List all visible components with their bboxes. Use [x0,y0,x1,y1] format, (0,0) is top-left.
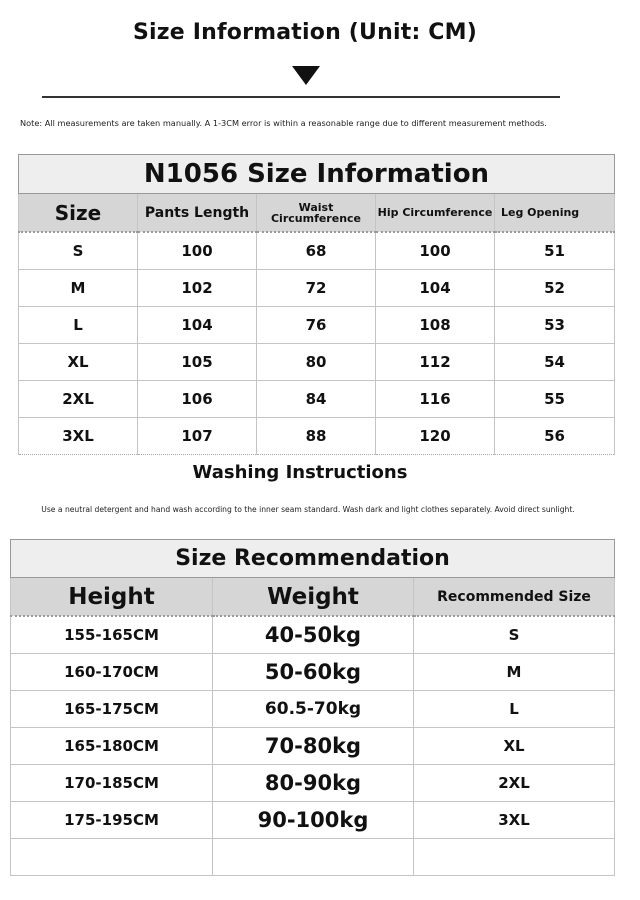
size-recommendation-table [10,539,615,876]
leg-opening-cell: 51 [495,232,615,270]
table-row [11,728,615,765]
size-cell: S [19,232,138,270]
leg-opening-cell: 53 [495,307,615,344]
leg-opening-cell: 54 [495,344,615,381]
empty-cell [414,839,615,876]
recommended-size-cell: XL [414,728,615,765]
column-header-leg-opening: Leg Opening [495,194,615,233]
waist-cell: 76 [257,307,376,344]
table-row [19,344,615,381]
size-table-header [19,194,615,233]
waist-cell: 88 [257,418,376,455]
recommended-size-cell: S [414,616,615,654]
weight-cell: 40-50kg [213,616,414,654]
recommended-size-cell: L [414,691,615,728]
column-header-weight: Weight [213,578,414,617]
table-row [11,654,615,691]
table-row [11,691,615,728]
column-header-waist-circumference [257,194,376,233]
weight-cell: 70-80kg [213,728,414,765]
leg-opening-cell: 52 [495,270,615,307]
height-cell: 170-185CM [11,765,213,802]
size-cell: 2XL [19,381,138,418]
empty-cell [11,839,213,876]
measurement-note: Note: All measurements are taken manually. A 1-3CM error is within a reasonable range due to different measurement methods. [20,118,547,128]
table-row [11,765,615,802]
empty-row [11,839,615,876]
recommendation-table-title: Size Recommendation [11,540,615,578]
hip-cell: 120 [376,418,495,455]
size-cell: 3XL [19,418,138,455]
table-row [19,418,615,455]
weight-cell: 80-90kg [213,765,414,802]
table-row [11,616,615,654]
table-row [19,381,615,418]
pants-length-cell: 107 [138,418,257,455]
table-row [19,270,615,307]
pants-length-cell: 106 [138,381,257,418]
height-cell: 165-180CM [11,728,213,765]
hip-cell: 100 [376,232,495,270]
column-header-recommended-size: Recommended Size [414,578,615,617]
pants-length-cell: 104 [138,307,257,344]
height-cell: 165-175CM [11,691,213,728]
hip-cell: 112 [376,344,495,381]
divider [42,96,560,98]
waist-cell: 72 [257,270,376,307]
table-row [11,802,615,839]
washing-instructions-title: Washing Instructions [192,462,408,483]
pants-length-cell: 100 [138,232,257,270]
height-cell: 175-195CM [11,802,213,839]
size-cell: M [19,270,138,307]
weight-cell: 90-100kg [213,802,414,839]
washing-instructions-text: Use a neutral detergent and hand wash according to the inner seam standard. Wash dark and light clothes separately. Avoid direct sunlight. [41,505,575,514]
waist-cell: 84 [257,381,376,418]
hip-cell: 104 [376,270,495,307]
column-header-height: Height [11,578,213,617]
recommended-size-cell: M [414,654,615,691]
waist-cell: 80 [257,344,376,381]
table-row [19,232,615,270]
column-header-pants-length: Pants Length [138,194,257,233]
waist-header-line1: Waist [298,200,334,214]
size-information-table [18,154,615,455]
waist-cell: 68 [257,232,376,270]
leg-opening-cell: 55 [495,381,615,418]
page-title: Size Information (Unit: CM) [132,20,477,45]
waist-header-line2: Circumference [270,211,362,225]
recommended-size-cell: 3XL [414,802,615,839]
pants-length-cell: 102 [138,270,257,307]
empty-cell [213,839,414,876]
pants-length-cell: 105 [138,344,257,381]
size-table-title: N1056 Size Information [19,155,615,194]
size-cell: XL [19,344,138,381]
leg-opening-cell: 56 [495,418,615,455]
hip-cell: 108 [376,307,495,344]
column-header-hip-circumference: Hip Circumference [376,194,495,233]
recommended-size-cell: 2XL [414,765,615,802]
height-cell: 155-165CM [11,616,213,654]
column-header-size: Size [19,194,138,233]
recommendation-table-header [11,578,615,617]
table-row [19,307,615,344]
hip-cell: 116 [376,381,495,418]
size-cell: L [19,307,138,344]
down-arrow-icon [292,66,320,85]
weight-cell: 60.5-70kg [213,691,414,728]
weight-cell: 50-60kg [213,654,414,691]
height-cell: 160-170CM [11,654,213,691]
